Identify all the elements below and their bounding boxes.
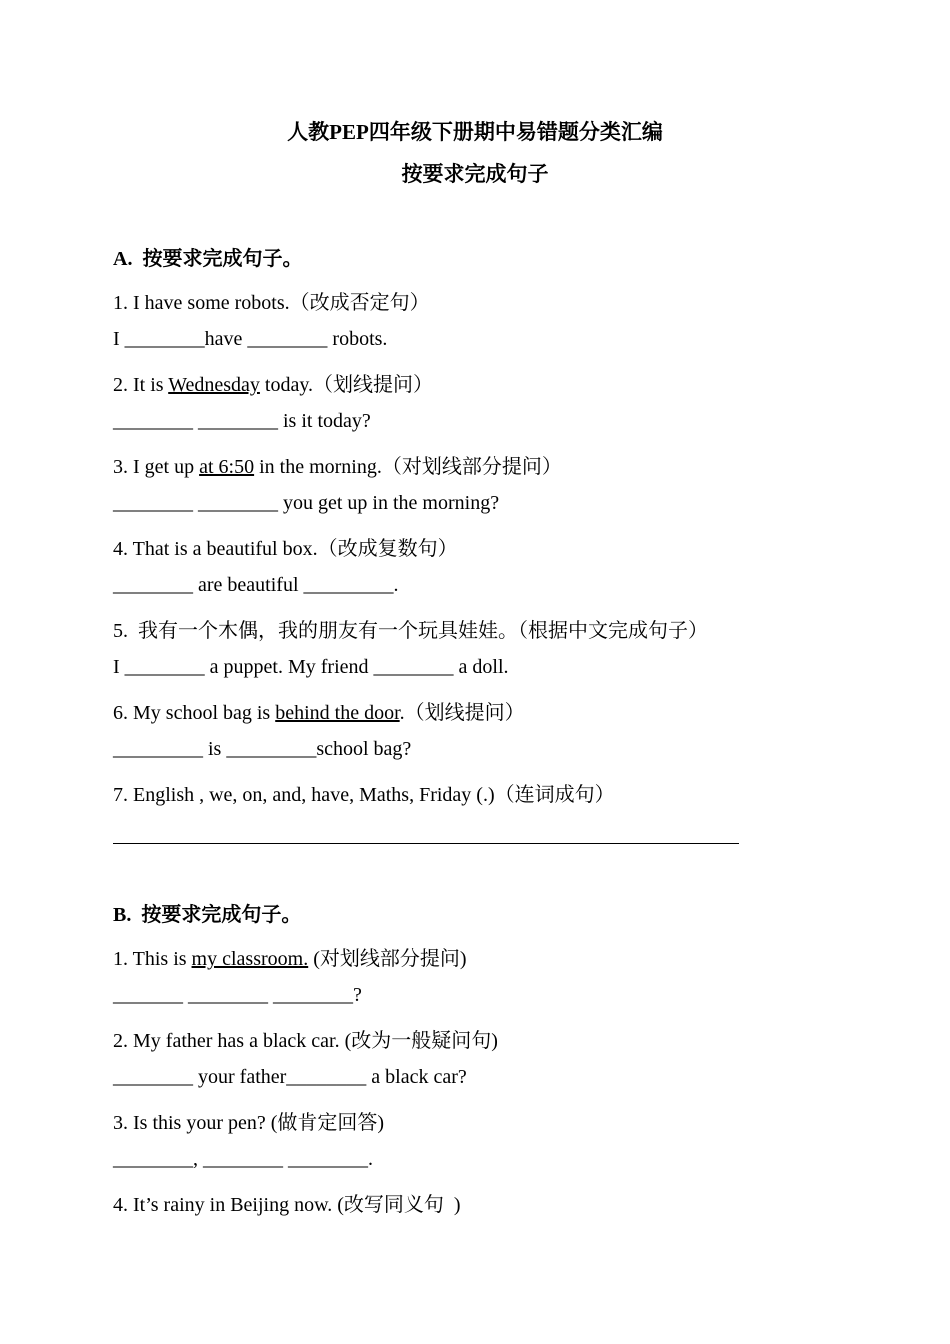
answer-a5: I ________ a puppet. My friend ________ a doll. bbox=[113, 656, 509, 678]
section-a-heading: A. 按要求完成句子。 bbox=[113, 248, 303, 270]
question-a2 bbox=[113, 368, 433, 397]
answer-b2: ________ your father________ a black car? bbox=[113, 1066, 467, 1088]
question-a2-pre: 2. It is bbox=[113, 374, 169, 396]
answer-a2: ________ ________ is it today? bbox=[113, 410, 371, 432]
question-a3-pre: 3. I get up bbox=[113, 456, 200, 478]
answer-a1: I ________have ________ robots. bbox=[113, 328, 388, 350]
answer-a3: ________ ________ you get up in the morning? bbox=[113, 492, 500, 514]
question-a6 bbox=[113, 696, 525, 725]
question-a2-post: today.（划线提问） bbox=[259, 374, 434, 396]
question-b3: 3. Is this your pen? (做肯定回答) bbox=[113, 1112, 385, 1134]
question-a3 bbox=[113, 450, 562, 479]
question-a6-pre: 6. My school bag is bbox=[113, 702, 276, 724]
question-b1-underlined: my classroom. bbox=[191, 948, 309, 970]
question-a3-underlined: at 6:50 bbox=[199, 456, 255, 478]
answer-a4: ________ are beautiful _________. bbox=[113, 574, 399, 596]
question-b1-pre: 1. This is bbox=[113, 948, 192, 970]
answer-a7-line bbox=[113, 843, 739, 844]
question-a1: 1. I have some robots.（改成否定句） bbox=[113, 292, 430, 314]
document-title: 人教PEP四年级下册期中易错题分类汇编 bbox=[287, 120, 663, 144]
question-b4: 4. It’s rainy in Beijing now. (改写同义句 ) bbox=[113, 1194, 461, 1216]
question-a4: 4. That is a beautiful box.（改成复数句） bbox=[113, 538, 458, 560]
question-a7: 7. English , we, on, and, have, Maths, Friday (.)（连词成句） bbox=[113, 784, 615, 806]
document-subtitle: 按要求完成句子 bbox=[401, 162, 549, 186]
section-b-heading: B. 按要求完成句子。 bbox=[113, 904, 302, 926]
answer-a6: _________ is _________school bag? bbox=[113, 738, 412, 760]
question-b1 bbox=[113, 942, 467, 971]
question-a3-post: in the morning.（对划线部分提问） bbox=[254, 456, 562, 478]
answer-b3: ________, ________ ________. bbox=[113, 1148, 373, 1170]
question-b2: 2. My father has a black car. (改为一般疑问句) bbox=[113, 1030, 498, 1052]
question-a6-underlined: behind the door bbox=[275, 702, 400, 724]
question-b1-post: (对划线部分提问) bbox=[308, 948, 467, 970]
question-a5: 5. 我有一个木偶，我的朋友有一个玩具娃娃。（根据中文完成句子） bbox=[113, 620, 708, 642]
answer-b1: _______ ________ ________? bbox=[113, 984, 362, 1006]
question-a2-underlined: Wednesday bbox=[168, 374, 260, 396]
question-a6-post: .（划线提问） bbox=[399, 702, 525, 724]
